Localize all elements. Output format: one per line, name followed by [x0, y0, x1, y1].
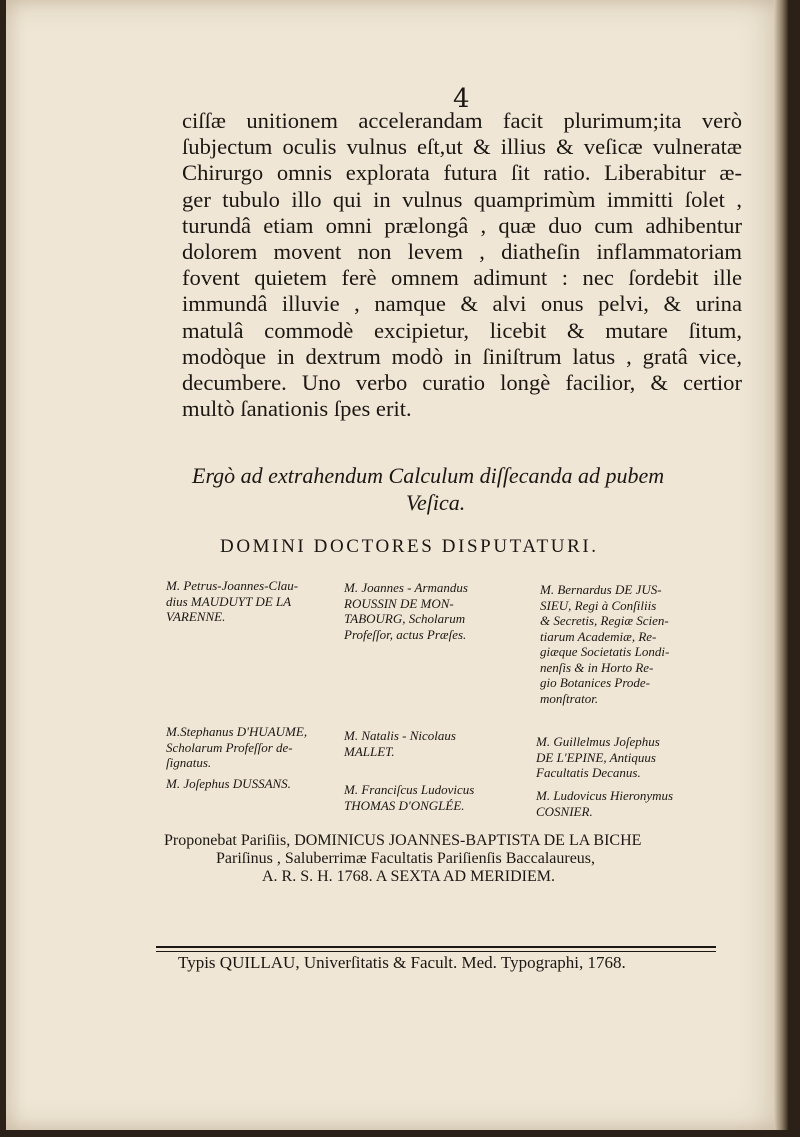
doctors-heading: DOMINI DOCTORES DISPUTATURI. — [220, 536, 599, 557]
body-line: ſubjectum oculis vulnus eſt,ut & illius & veſicæ vulneratæ — [182, 134, 742, 160]
proponebat-line: Pariſinus , Saluberrimæ Facultatis Pariſienſis Baccalaureus, — [216, 850, 596, 867]
doctor-line: ROUSSIN DE MON- — [344, 595, 454, 611]
doctor-line: MALLET. — [344, 743, 395, 759]
doctor-line: M.Stephanus D'HUAUME, — [166, 724, 308, 739]
doctor-entry — [166, 776, 356, 792]
doctors-column-2c — [344, 782, 534, 813]
doctor-line: TABOURG, Scholarum — [344, 611, 466, 626]
body-line: decumbere. Uno verbo curatio longè facilior, & certior — [182, 370, 742, 396]
footer-rule-thin — [156, 951, 716, 952]
doctor-entry — [536, 788, 736, 819]
proponebat-line: A. R. S. H. 1768. A SEXTA AD MERIDIEM. — [262, 868, 555, 885]
body-line: fovent quietem ferè omnem adimunt : nec ſordebit ille — [182, 265, 742, 291]
doctor-line: gio Botanices Prode- — [540, 675, 650, 690]
doctor-line: M. Bernardus DE JUS- — [540, 582, 662, 597]
doctor-entry — [536, 734, 736, 781]
page-edge-shadow — [774, 0, 788, 1130]
body-line: matulâ commodè excipietur, licebit & mutare ſitum, — [182, 317, 742, 343]
doctor-entry — [344, 782, 534, 813]
body-line: Chirurgo omnis explorata futura ſit ratio. Liberabitur æ- — [182, 160, 742, 186]
thesis-statement — [192, 462, 732, 516]
doctors-column-2b — [344, 728, 534, 759]
body-line: dolorem movent non levem , diatheſin inflammatoriam — [182, 239, 742, 265]
body-line: modòque in dextrum modò in ſiniſtrum latus , gratâ vice, — [182, 343, 742, 369]
doctor-line: Profeſſor, actus Præſes. — [344, 626, 467, 642]
doctor-line: VARENNE. — [166, 609, 226, 624]
doctor-line: giæque Societatis Londi- — [540, 644, 670, 659]
doctor-line: M. Ludovicus Hieronymus — [536, 788, 674, 803]
doctor-line: M. Franciſcus Ludovicus — [344, 782, 475, 797]
doctors-column-2 — [344, 580, 534, 642]
doctor-line: M. Joſephus DUSSANS. — [166, 776, 291, 791]
doctor-line: nenſis & in Horto Re- — [540, 659, 654, 675]
doctors-column-3c — [536, 788, 736, 819]
doctor-line: M. Guillelmus Joſephus — [536, 734, 660, 749]
doctor-line: M. Joannes - Armandus — [344, 580, 468, 595]
thesis-line: Veſica. — [406, 490, 466, 515]
doctor-entry — [166, 578, 356, 625]
doctor-line: DE L'EPINE, Antiquus — [536, 749, 656, 765]
body-paragraph — [182, 108, 742, 422]
doctor-entry — [166, 724, 356, 771]
doctor-line: THOMAS D'ONGLÉE. — [344, 797, 465, 813]
body-line: ger tubulo illo qui in vulnus quamprimùm immitti ſolet , — [182, 186, 742, 212]
body-line: turundâ etiam omni prælongâ , quæ duo cum adhibentur — [182, 212, 742, 238]
page-number: 4 — [453, 84, 470, 114]
document-page — [6, 0, 788, 1130]
doctor-line: M. Petrus-Joannes-Clau- — [166, 578, 299, 593]
doctor-entry — [540, 582, 740, 706]
doctor-line: ſignatus. — [166, 755, 212, 770]
printer-imprint: Typis QUILLAU, Univerſitatis & Facult. Med. Typographi, 1768. — [178, 953, 626, 972]
doctors-column-3 — [540, 582, 740, 706]
proponebat-line: Proponebat Pariſiis, DOMINICUS JOANNES-BAPTISTA DE LA BICHE — [164, 832, 642, 849]
doctor-line: tiarum Academiæ, Re- — [540, 628, 657, 644]
doctor-line: Facultatis Decanus. — [536, 765, 641, 780]
doctor-line: dius MAUDUYT DE LA — [166, 593, 292, 609]
doctor-entry — [344, 728, 534, 759]
doctors-column-1 — [166, 578, 356, 625]
doctor-line: & Secretis, Regiæ Scien- — [540, 613, 669, 628]
doctor-entry — [344, 580, 534, 642]
body-line: immundâ illuvie , namque & alvi onus pelvi, & urina — [182, 291, 742, 317]
doctor-line: SIEU, Regi à Conſiliis — [540, 597, 657, 613]
doctor-line: M. Natalis - Nicolaus — [344, 728, 456, 743]
doctors-column-1b — [166, 724, 356, 771]
doctor-line: COSNIER. — [536, 803, 593, 819]
footer-rule — [156, 946, 716, 948]
body-line: multò ſanationis ſpes erit. — [182, 396, 412, 422]
thesis-line: Ergò ad extrahendum Calculum diſſecanda ad pubem — [192, 463, 665, 488]
doctor-line: Scholarum Profeſſor de- — [166, 739, 293, 755]
doctor-line: monſtrator. — [540, 690, 599, 706]
proponebat-block — [164, 832, 724, 886]
doctors-column-1c — [166, 776, 356, 792]
body-line: ciſſæ unitionem accelerandam facit plurimum;ita verò — [182, 108, 742, 133]
doctors-column-3b — [536, 734, 736, 781]
